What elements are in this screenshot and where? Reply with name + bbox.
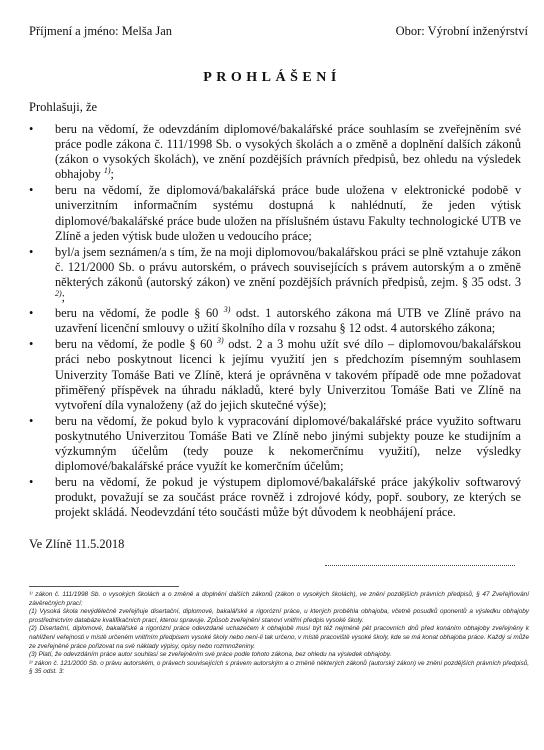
bullet-icon: • bbox=[29, 183, 34, 198]
footnote: (3) Platí, že odevzdáním práce autor souhlasí se zveřejněním své práce podle tohoto zákona, bez ohledu na výsledek obhajoby. bbox=[29, 651, 392, 659]
intro-text: Prohlašuji, že bbox=[29, 100, 98, 114]
place-date: Ve Zlíně 11.5.2018 bbox=[29, 537, 125, 551]
study-field: Obor: Výrobní inženýrství bbox=[395, 24, 528, 38]
list-item: • beru na vědomí, že pokud je výstupem diplomové/bakalářské práce jakýkoliv softwarový produkt, považují se za součást práce rovněž i zdrojové kódy, popř. soubory, ze kterých se projekt skládá. Neodevzdání této součásti může být důvodem k neobhájení práce. bbox=[29, 475, 521, 520]
bullet-icon: • bbox=[29, 475, 34, 490]
bullet-icon: • bbox=[29, 413, 34, 428]
list-item: • byl/a jsem seznámen/a s tím, že na moji diplomovou/bakalářskou práci se plně vztahuje zákon č. 121/2000 Sb. o právu autorském, o právech souvisejících s právem autorským a o změně některých zákonů (autorský zákon) ve znění pozdějších právních předpisů, zejm. § 35 odst. 3 $^{2)}$; bbox=[29, 244, 521, 305]
declaration-list bbox=[29, 122, 521, 521]
student-name: Příjmení a jméno: Melša Jan bbox=[29, 24, 173, 38]
footnote: (2) Disertační, diplomové, bakalářské a rigorózní práce odevzdané uchazečem k obhajobě musí být též nejméně pět pracovních dnů před konáním obhajoby zveřejněny k nahlížení veřejnosti v místě určeném vnitřním předpisem vysoké školy nebo není-li tak určeno, v místě pracoviště vysoké školy, kde se má konat obhajoba práce. Každý si může ze zveřejněné práce pořizovat na své náklady výpisy, opisy nebo rozmnoženiny. bbox=[29, 625, 529, 650]
bullet-icon: • bbox=[29, 337, 34, 352]
bullet-icon: • bbox=[29, 122, 34, 136]
list-item: • beru na vědomí, že odevzdáním diplomové/bakalářské práce souhlasím se zveřejněním své práce podle zákona č. 111/1998 Sb. o vysokých školách a o změně a doplnění dalších zákonů (zákon o vysokých školách), ve znění pozdějších právních předpisů, bez ohledu na výsledek obhajoby $^{1)}$; bbox=[29, 122, 521, 182]
footnote: ²⁾ zákon č. 121/2000 Sb. o právu autorském, o právech souvisejících s právem autorským a o změně některých zákonů (autorský zákon) ve znění pozdějších právních předpisů, § 35 odst. 3: bbox=[29, 659, 529, 676]
list-item: • beru na vědomí, že podle § 60 $^{3)}$ odst. 2 a 3 mohu užít své dílo – diplomovou/bakalářskou práci nebo poskytnout licenci k jejímu využití jen s předchozím písemným souhlasem Univerzity Tomáše Bati ve Zlíně, která je oprávněna v takovém případě ode mne požadovat přiměřený příspěvek na úhradu nákladů, které byly Univerzitou Tomáše Bati ve Zlíně na vytvoření díla vynaloženy (až do jejich skutečné výše); bbox=[29, 336, 521, 412]
list-item: • beru na vědomí, že podle § 60 $^{3)}$ odst. 1 autorského zákona má UTB ve Zlíně právo na uzavření licenční smlouvy o užití školního díla v rozsahu § 12 odst. 4 autorského zákona; bbox=[29, 305, 521, 336]
bullet-icon: • bbox=[29, 306, 34, 321]
footnotes bbox=[29, 591, 529, 677]
page-title: PROHLÁŠENÍ bbox=[203, 70, 341, 85]
bullet-icon: • bbox=[29, 244, 34, 259]
list-item: • beru na vědomí, že pokud bylo k vypracování diplomové/bakalářské práce využito softwaru poskytnutého Univerzitou Tomáše Bati ve Zlíně nebo jinými subjekty pouze ke studijním a výzkumným účelům (tedy pouze k nekomerčnímu využití), nelze výsledky diplomové/bakalářské práce využít ke komerčním účelům; bbox=[29, 413, 521, 474]
list-item: • beru na vědomí, že diplomová/bakalářská práce bude uložena v elektronické podobě v univerzitním informačním systému dostupná k nahlédnutí, že jeden výtisk diplomové/bakalářské práce bude uložen na příslušném ústavu Fakulty technologické UTB ve Zlíně a jeden výtisk bude uložen u vedoucího práce; bbox=[29, 183, 521, 243]
signature-line bbox=[325, 565, 515, 566]
footnote: (1) Vysoká škola nevýdělečně zveřejňuje disertační, diplomové, bakalářské a rigorózní práce, u kterých proběhla obhajoba, včetně posudků oponentů a výsledku obhajoby prostřednictvím databáze kvalifikačních prací, kterou spravuje. Způsob zveřejnění stanoví vnitřní předpis vysoké školy. bbox=[29, 608, 529, 624]
footnote-divider bbox=[29, 586, 179, 587]
footnote: ¹⁾ zákon č. 111/1998 Sb. o vysokých školách a o změně a doplnění dalších zákonů (zákon o vysokých školách), ve znění pozdějších právních předpisů, § 47 Zveřejňování závěrečných prací: bbox=[29, 591, 529, 607]
